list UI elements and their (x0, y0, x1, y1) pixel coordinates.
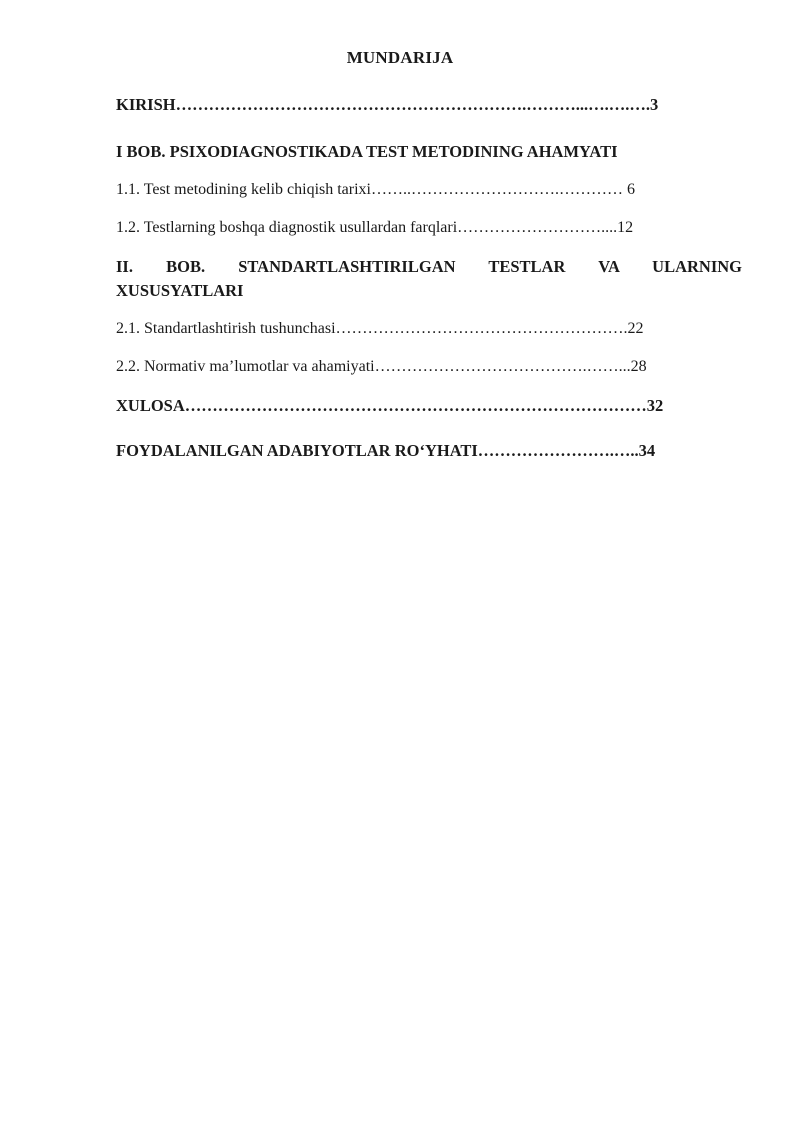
toc-entry-1-1: 1.1. Test metodining kelib chiqish tarixi……..……………………….………… 6 (116, 181, 635, 198)
toc-entry-2-2: 2.2. Normativ ma’lumotlar va ahamiyati………………………………….……...28 (116, 358, 647, 375)
toc-chapter-2-heading-line1: II. BOB. STANDARTLASHTIRILGAN TESTLAR VA ULARNING (116, 257, 742, 276)
page-title: MUNDARIJA (346, 48, 454, 67)
toc-entry-kirish: KIRISH……………………………………………………….………...….….….3 (116, 95, 659, 114)
toc-entry-1-2: 1.2. Testlarning boshqa diagnostik usullardan farqlari………………………....12 (116, 219, 634, 236)
toc-entry-bibliography: FOYDALANILGAN ADABIYOTLAR RO‘YHATI…………………….…..34 (116, 441, 656, 460)
toc-entry-xulosa: XULOSA…………………………………………………………………………32 (116, 396, 664, 415)
toc-chapter-2-heading (116, 255, 742, 303)
toc-entry-2-1: 2.1. Standartlashtirish tushunchasi……………………………………………….22 (116, 320, 644, 337)
toc-chapter-2-heading-line2: XUSUSYATLARI (116, 281, 244, 300)
toc-chapter-1-heading: I BOB. PSIXODIAGNOSTIKADA TEST METODINING AHAMYATI (116, 142, 618, 161)
